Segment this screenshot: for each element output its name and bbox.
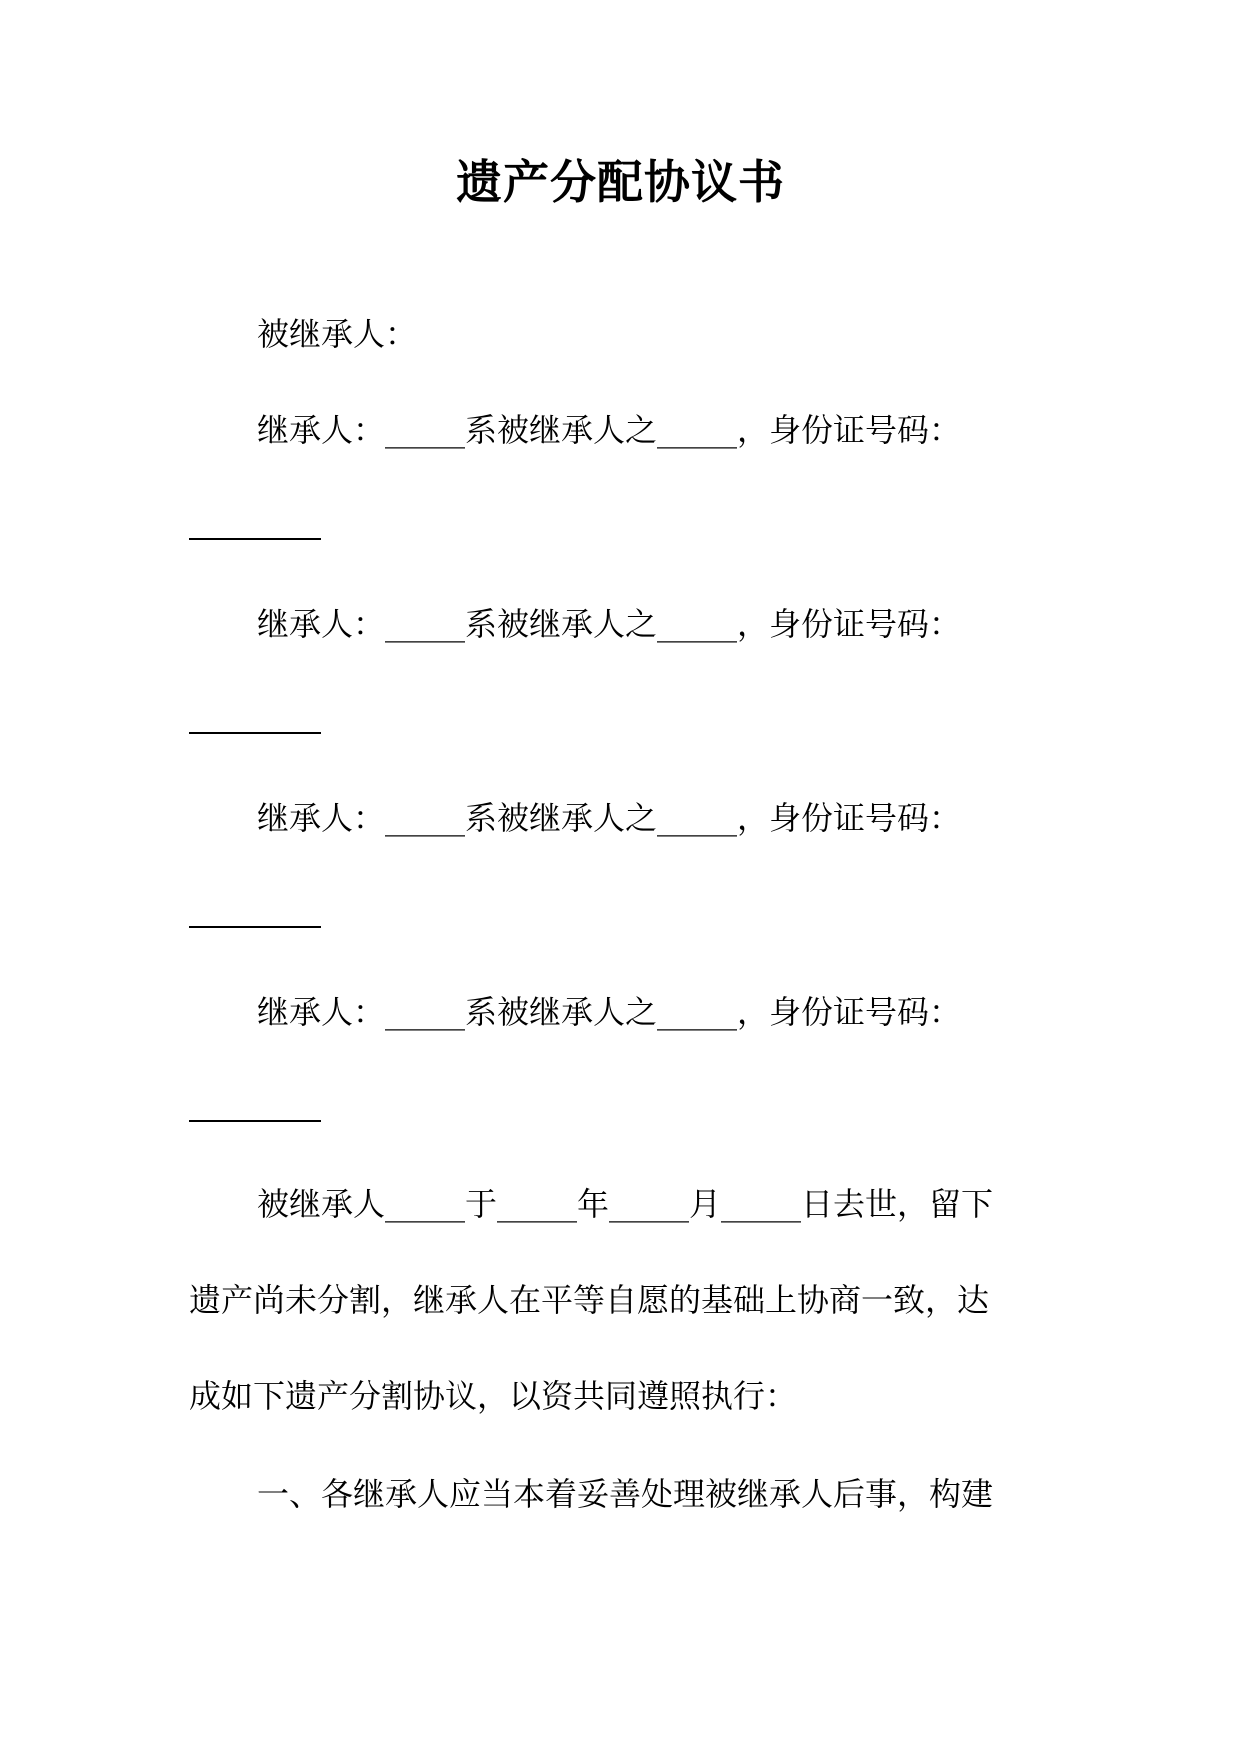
heir-line-2: 继承人：_____系被继承人之_____，身份证号码： xyxy=(257,605,962,643)
id-number-blank-4 xyxy=(189,1120,321,1122)
id-number-blank-2 xyxy=(189,732,321,734)
id-number-blank-3 xyxy=(189,926,321,928)
heir-line-3: 继承人：_____系被继承人之_____，身份证号码： xyxy=(257,799,962,837)
id-number-blank-1 xyxy=(189,538,321,540)
death-date-paragraph-line-3: 成如下遗产分割协议，以资共同遵照执行： xyxy=(189,1377,798,1415)
heir-line-1: 继承人：_____系被继承人之_____，身份证号码： xyxy=(257,411,962,449)
clause-one-line-1: 一、各继承人应当本着妥善处理被继承人后事，构建 xyxy=(257,1475,994,1513)
heir-line-4: 继承人：_____系被继承人之_____，身份证号码： xyxy=(257,993,962,1031)
death-date-paragraph-line-2: 遗产尚未分割，继承人在平等自愿的基础上协商一致，达 xyxy=(189,1281,990,1319)
document-title: 遗产分配协议书 xyxy=(456,155,785,209)
death-date-paragraph-line-1: 被继承人_____于_____年_____月_____日去世，留下 xyxy=(257,1185,994,1223)
decedent-label: 被继承人： xyxy=(257,315,418,353)
